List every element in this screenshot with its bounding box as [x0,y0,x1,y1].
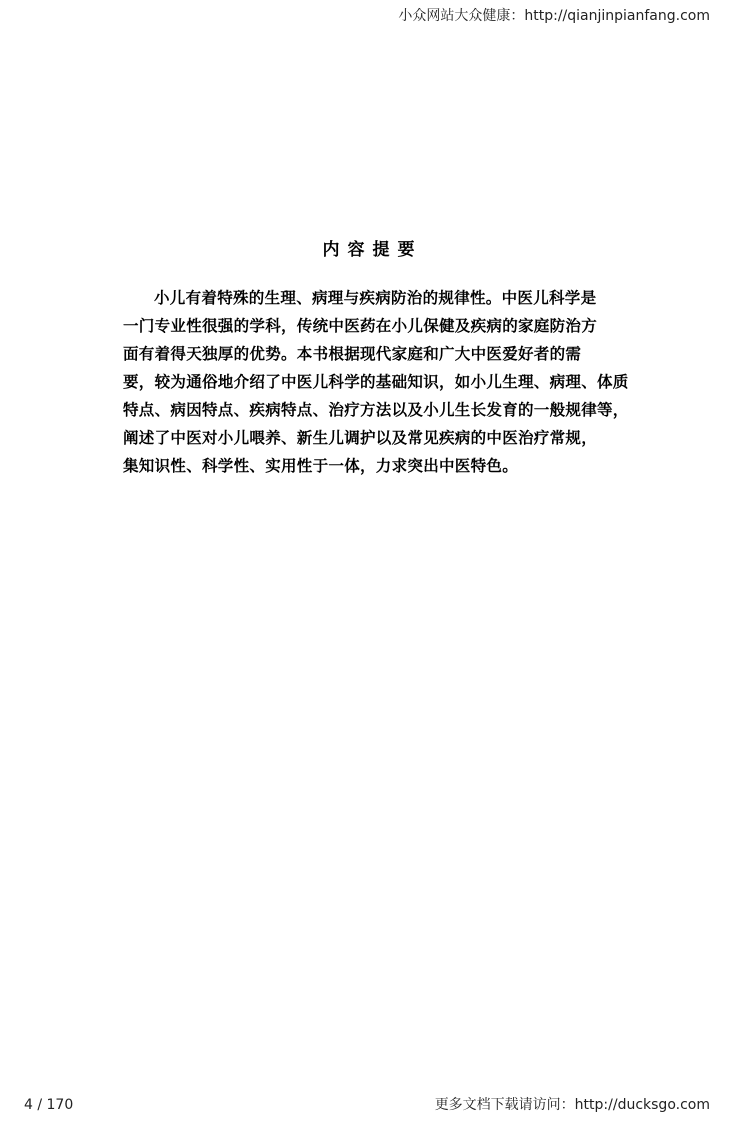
paragraph-line: 面有着得天独厚的优势。本书根据现代家庭和广大中医爱好者的需 [123,344,582,363]
paragraph-line: 小儿有着特殊的生理、病理与疾病防治的规律性。中医儿科学是 [154,288,597,307]
header-watermark: 小众网站大众健康：http://qianjinpianfang.com [398,8,710,24]
paragraph-line: 阐述了中医对小儿喂养、新生儿调护以及常见疾病的中医治疗常规， [123,428,598,447]
summary-paragraph [123,284,629,480]
paragraph-line: 特点、病因特点、疾病特点、治疗方法以及小儿生长发育的一般规律等， [123,400,629,419]
paragraph-line: 一门专业性很强的学科，传统中医药在小儿保健及疾病的家庭防治方 [123,316,598,335]
footer-download-link: 更多文档下载请访问：http://ducksgo.com [434,1097,710,1113]
page-indicator: 4 / 170 [24,1097,74,1113]
paragraph-line: 要，较为通俗地介绍了中医儿科学的基础知识，如小儿生理、病理、体质 [123,372,629,391]
page-title: 内容提要 [322,240,423,260]
paragraph-line: 集知识性、科学性、实用性于一体，力求突出中医特色。 [123,456,519,475]
